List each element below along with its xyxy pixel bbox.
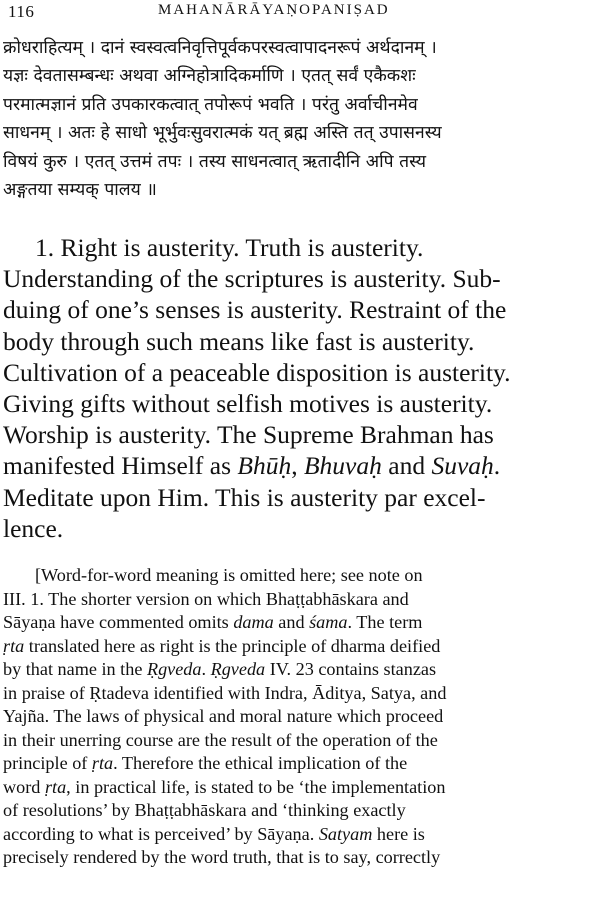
sanskrit-line: अङ्गतया सम्यक् पालय ॥ [3, 179, 157, 200]
italic-term: Bhuvaḥ [303, 451, 382, 481]
italic-term: ṛta [3, 635, 25, 656]
text-span: , in practical life, is stated to be ‘the implementation [66, 776, 446, 797]
note-line [3, 776, 597, 800]
sanskrit-line: साधनम् । अतः हे साधो भूर्भुवःसुवरात्मकं यत् ब्रह्म अस्ति तत् उपासनस्य [3, 123, 442, 144]
text-span: manifested Himself as [3, 451, 238, 481]
translation-line: duing of one’s senses is austerity. Restraint of the [3, 295, 507, 325]
note-line: of resolutions’ by Bhaṭṭabhāskara and ‘thinking exactly [3, 800, 406, 820]
note-line [3, 752, 597, 776]
explanatory-note [3, 564, 597, 870]
text-span: word [3, 776, 45, 797]
text-span: here is [372, 823, 425, 844]
note-line [3, 635, 597, 659]
translation-line: lence. [3, 513, 64, 543]
italic-term: Bhūḥ [237, 451, 292, 481]
translation-line: Giving gifts without selfish motives is austerity. [3, 388, 493, 418]
text-span: according to what is perceived’ by Sāyaṇa. [3, 823, 319, 844]
text-span: translated here as right is the principle of dharma deified [24, 635, 441, 656]
text-span: Sāyaṇa have commented omits [3, 612, 234, 632]
sanskrit-line: परमात्मज्ञानं प्रति उपकारकत्वात् तपोरूपं भवति । परंतु अर्वाचीनमेव [3, 94, 418, 115]
text-span: . Therefore the ethical implication of the [113, 753, 408, 773]
text-span: , [291, 451, 304, 481]
sanskrit-commentary [3, 34, 597, 204]
sanskrit-line: यज्ञः देवतासम्बन्धः अथवा अग्निहोत्रादिकर्माणि । एतत् सर्वं एकैकशः [3, 66, 416, 87]
text-span: principle of [3, 753, 92, 773]
italic-term: Suvaḥ [431, 451, 494, 481]
sanskrit-line: क्रोधराहित्यम् । दानं स्वस्वत्वनिवृत्तिपूर्वकपरस्वत्वापादनरूपं अर्थदानम् । [3, 38, 437, 58]
note-line [3, 611, 597, 635]
text-span: . [201, 659, 211, 679]
note-line: III. 1. The shorter version on which Bhaṭṭabhāskara and [3, 588, 409, 609]
note-line: in their unerring course are the result of the operation of the [3, 729, 438, 750]
text-span: . The term [347, 612, 423, 632]
english-translation [3, 232, 597, 544]
text-span: and [273, 612, 310, 632]
italic-term: dama [233, 612, 274, 632]
note-line: in praise of Ṛtadeva identified with Indra, Āditya, Satya, and [3, 682, 447, 703]
note-line: precisely rendered by the word truth, that is to say, correctly [3, 847, 441, 867]
translation-line: body through such means like fast is austerity. [3, 326, 475, 356]
translation-line [3, 450, 597, 481]
translation-line: 1. Right is austerity. Truth is austerity. [35, 233, 424, 262]
page-number: 116 [8, 2, 35, 21]
note-line [3, 823, 597, 847]
note-line: [Word-for-word meaning is omitted here; see note on [35, 565, 423, 585]
italic-term: Satyam [318, 823, 373, 844]
italic-term: Ṛgveda [146, 659, 202, 679]
text-span: IV. 23 contains stanzas [265, 659, 437, 679]
running-title: MAHANĀRĀYAṆOPANIṢAD [158, 2, 390, 18]
sanskrit-line: विषयं कुरु । एतत् उत्तमं तपः । तस्य साधनत्वात् ऋतादीनि अपि तस्य [3, 151, 427, 172]
note-line [3, 658, 597, 682]
page-header [8, 2, 592, 24]
italic-term: śama [309, 612, 348, 632]
translation-line: Cultivation of a peaceable disposition is austerity. [3, 357, 511, 387]
translation-line: Worship is austerity. The Supreme Brahman has [3, 420, 494, 450]
text-span: and [381, 451, 432, 481]
italic-term: Ṛgveda [210, 659, 266, 679]
text-span: . [493, 451, 501, 481]
italic-term: ṛta [91, 753, 114, 773]
note-line: Yajña. The laws of physical and moral nature which proceed [3, 706, 444, 726]
translation-line: Meditate upon Him. This is austerity par excel- [3, 482, 486, 512]
italic-term: ṛta [44, 776, 67, 797]
text-span: by that name in the [3, 659, 147, 679]
translation-line: Understanding of the scriptures is austerity. Sub- [3, 264, 501, 294]
